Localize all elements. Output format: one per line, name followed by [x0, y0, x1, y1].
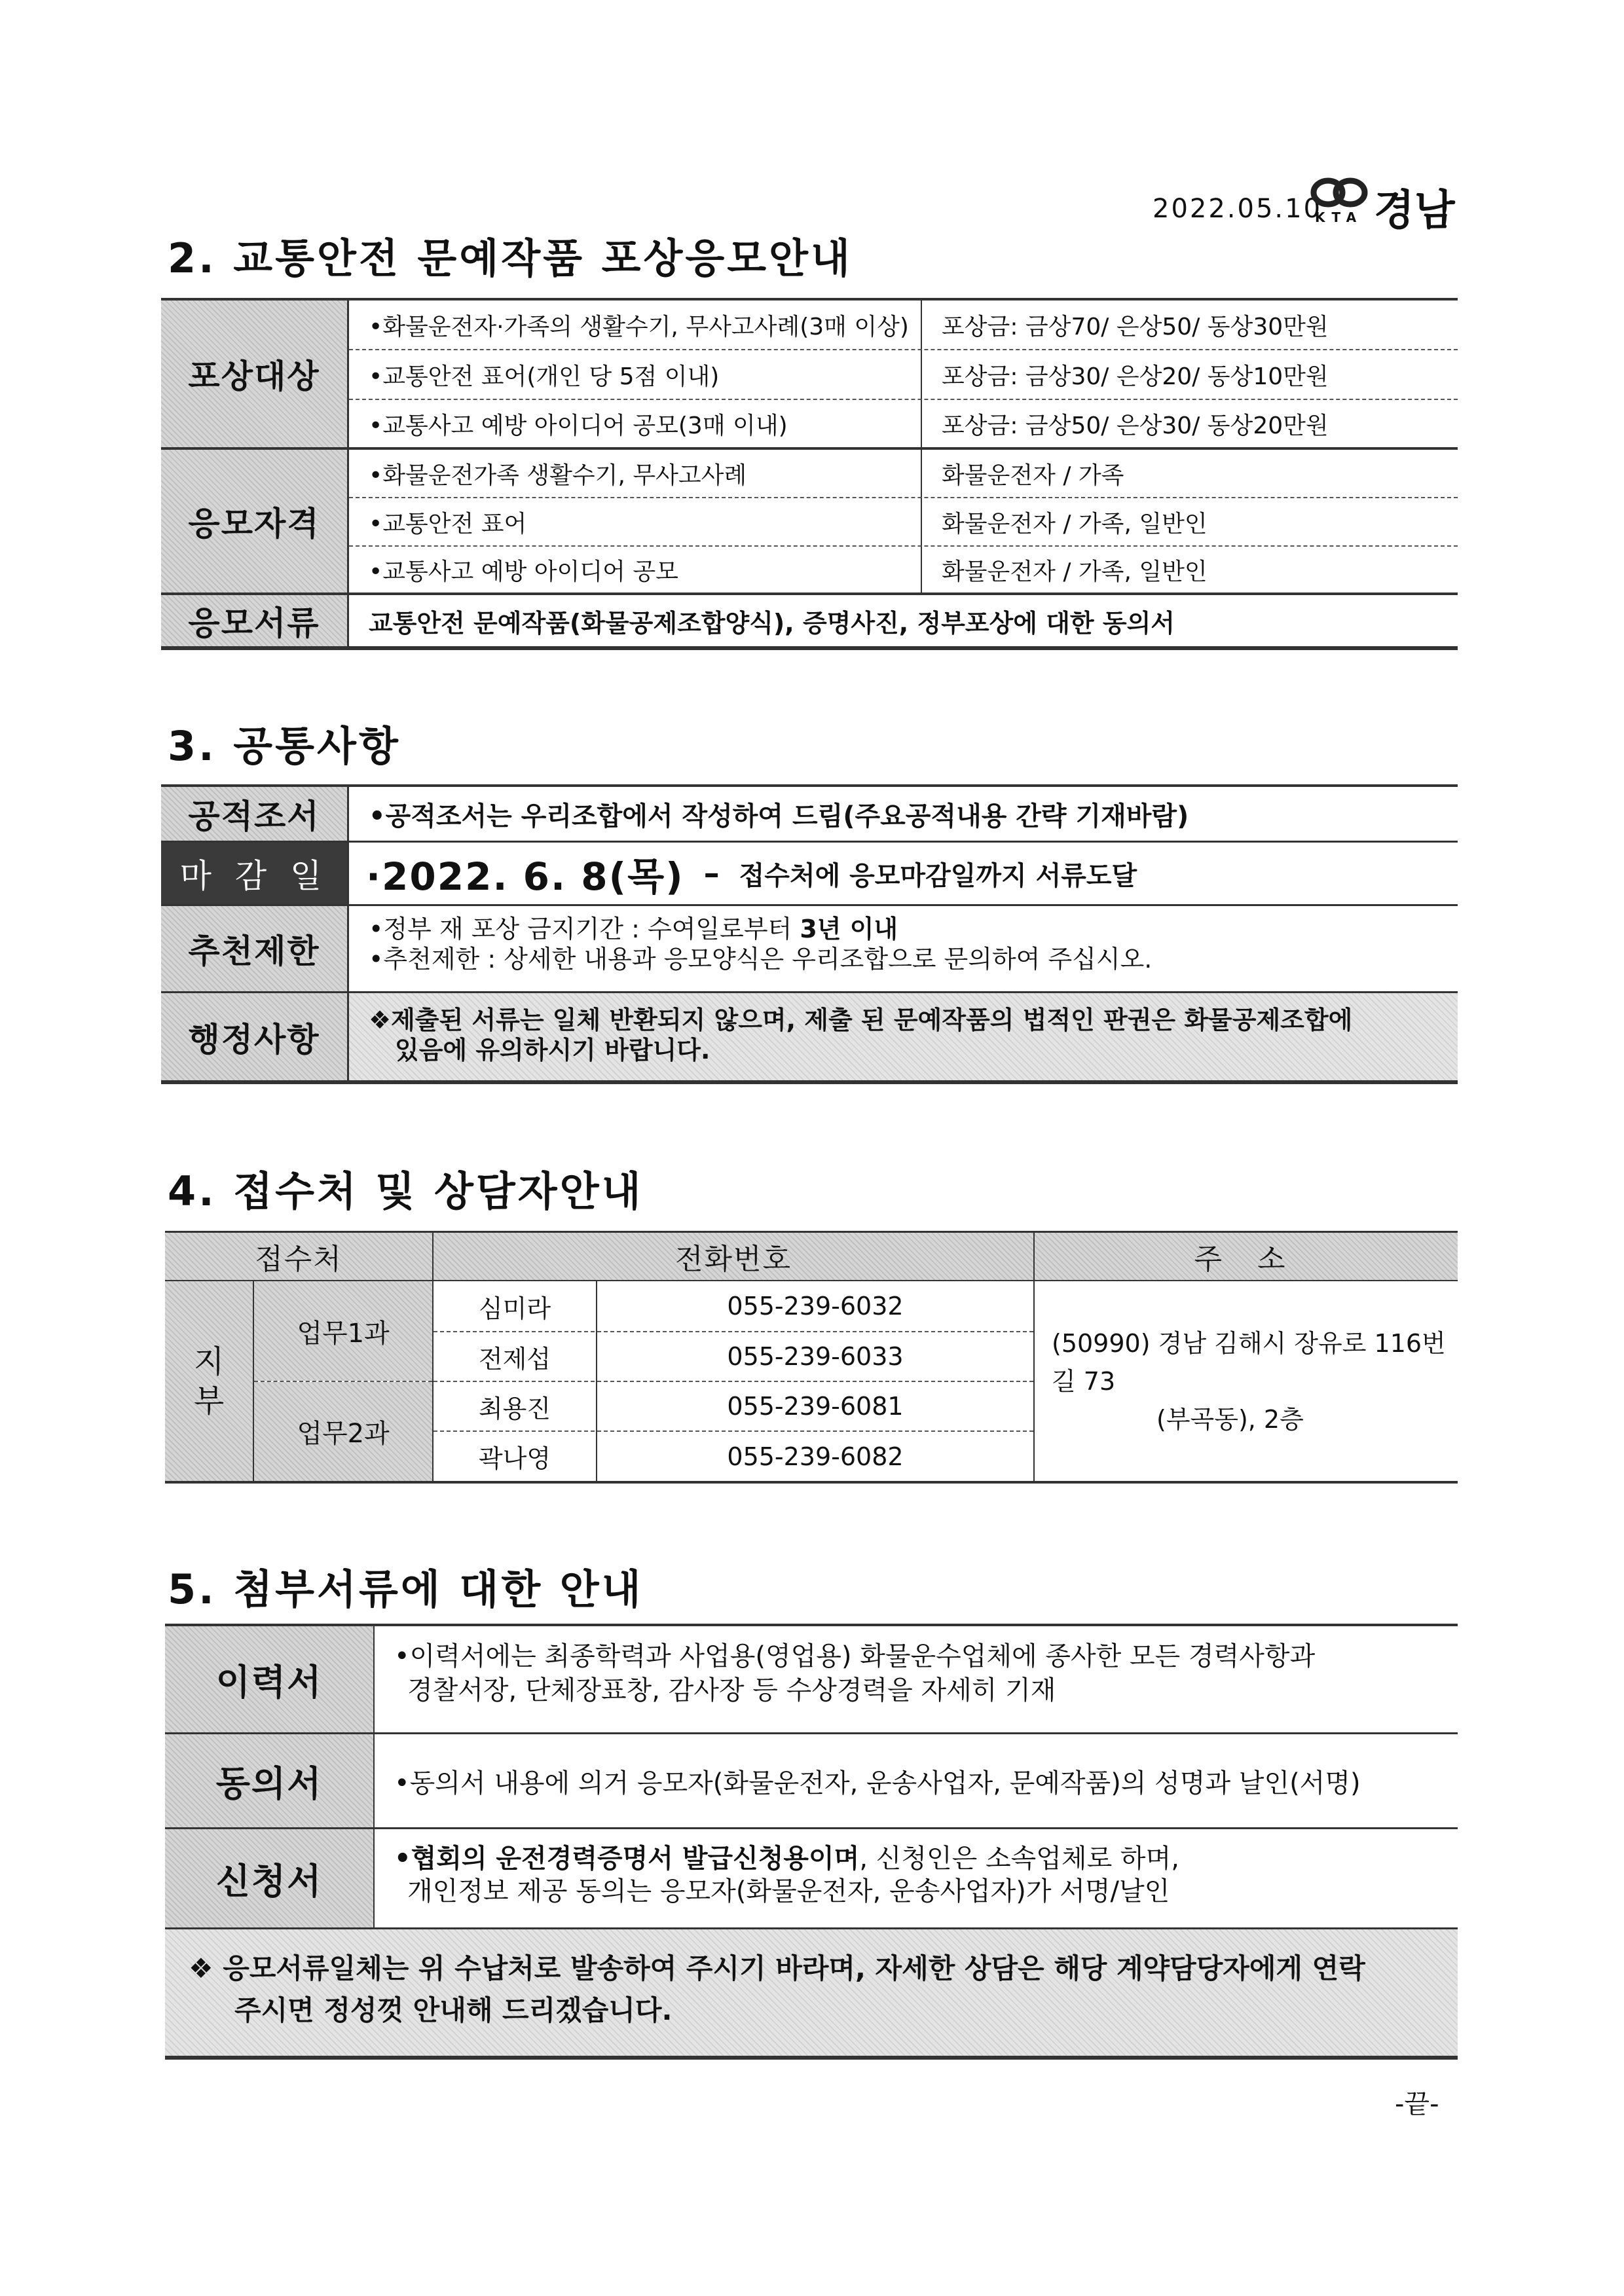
contact-header-office: 접수처 — [165, 1233, 432, 1280]
consent-text: •동의서 내용에 의거 응모자(화물운전자, 운송사업자, 문예작품)의 성명과 날인(서명) — [394, 1768, 1361, 1798]
prize-award-3: 포상금: 금상50/ 은상30/ 동상20만원 — [942, 412, 1329, 439]
prize-item-2: •교통안전 표어(개인 당 5점 이내) — [369, 363, 720, 390]
prize-label: 포상대상 — [161, 301, 347, 447]
application-text — [375, 1842, 1458, 1921]
admin-label: 행정사항 — [161, 993, 347, 1080]
prize-award-2: 포상금: 금상30/ 은상20/ 동상10만원 — [942, 363, 1329, 390]
docs-label: 응모서류 — [161, 595, 347, 646]
contact-phone-2: 055-239-6033 — [727, 1342, 904, 1371]
resume-text — [375, 1639, 1458, 1724]
deadline-dash: – — [703, 855, 720, 892]
contact-phone-4: 055-239-6082 — [727, 1442, 904, 1471]
note-line2: 주시면 정성껏 안내해 드리겠습니다. — [234, 1994, 673, 2026]
application-label: 신청서 — [165, 1829, 373, 1927]
contact-name-2: 전제섭 — [478, 1344, 551, 1374]
record-text: •공적조서는 우리조합에서 작성하여 드림(주요공적내용 간략 기재바람) — [369, 801, 1189, 831]
section3-title: 3. 공통사항 — [168, 722, 401, 770]
contact-phone-1: 055-239-6032 — [727, 1292, 904, 1321]
note-line1: ❖ 응모서류일체는 위 수납처로 발송하여 주시기 바라며, 자세한 상담은 해당 계약담당자에게 연락 — [189, 1952, 1365, 1984]
address-line-1: (50990) 경남 김해시 장유로 116번길 73 — [1052, 1328, 1446, 1396]
attachments-table — [165, 1624, 1458, 2060]
contact-name-4: 곽나영 — [478, 1444, 551, 1473]
eligibility-item-1: •화물운전가족 생활수기, 무사고사례 — [369, 462, 747, 489]
team-2: 업무2과 — [254, 1382, 432, 1481]
section2-title: 2. 교통안전 문예작품 포상응모안내 — [168, 234, 853, 282]
kta-logo-sub: KTA — [1315, 210, 1363, 225]
contact-name-3: 최용진 — [478, 1394, 551, 1423]
limit-line1-b: 3년 이내 — [800, 915, 898, 943]
limit-line1-a: •정부 재 포상 금지기간 : 수여일로부터 — [369, 915, 800, 943]
section4-title: 4. 접수처 및 상담자안내 — [168, 1167, 644, 1215]
eligibility-who-3: 화물운전자 / 가족, 일반인 — [942, 558, 1208, 585]
eligibility-label: 응모자격 — [161, 450, 347, 592]
limit-label: 추천제한 — [161, 906, 347, 991]
limit-line2: •추천제한 : 상세한 내용과 응모양식은 우리조합으로 문의하여 주십시오. — [369, 945, 1153, 974]
resume-line2: 경찰서장, 단체장표창, 감사장 등 수상경력을 자세히 기재 — [407, 1675, 1056, 1705]
branch-cell — [165, 1281, 253, 1481]
address-line-2: (부곡동), 2층 — [1156, 1404, 1304, 1434]
limit-text — [349, 914, 1458, 986]
contact-name-1: 심미라 — [478, 1294, 551, 1323]
section3-table — [161, 784, 1458, 1087]
section2-table — [161, 298, 1458, 650]
eligibility-item-3: •교통사고 예방 아이디어 공모 — [369, 558, 678, 585]
admin-line2: 있음에 유의하시기 바랍니다. — [395, 1036, 710, 1065]
prize-award-1: 포상금: 금상70/ 은상50/ 동상30만원 — [942, 313, 1329, 340]
team-1: 업무1과 — [254, 1281, 432, 1381]
eligibility-who-2: 화물운전자 / 가족, 일반인 — [942, 510, 1208, 538]
prize-item-3: •교통사고 예방 아이디어 공모(3매 이내) — [369, 412, 788, 439]
resume-line1: •이력서에는 최종학력과 사업용(영업용) 화물운수업체에 종사한 모든 경력사항과 — [394, 1641, 1316, 1671]
kta-logo — [1310, 175, 1467, 235]
admin-text — [349, 993, 1458, 1080]
eligibility-who-1: 화물운전자 / 가족 — [942, 462, 1124, 489]
branch-char-2: 부 — [193, 1382, 225, 1419]
section5-title: 5. 첨부서류에 대한 안내 — [168, 1565, 644, 1613]
deadline-date: ·2022. 6. 8(목) — [366, 854, 684, 899]
application-line1-a: •협회의 운전경력증명서 발급신청용이며 — [394, 1844, 860, 1874]
record-label: 공적조서 — [161, 787, 347, 841]
admin-line1: ❖제출된 서류는 일체 반환되지 않으며, 제출 된 문예작품의 법적인 판권은 화물공제조합에 — [369, 1006, 1353, 1034]
consent-label: 동의서 — [165, 1734, 373, 1827]
prize-item-1: •화물운전자·가족의 생활수기, 무사고사례(3매 이상) — [369, 313, 909, 340]
kta-logo-text: 경남 — [1374, 187, 1455, 235]
branch-char-1: 지 — [193, 1343, 225, 1380]
address-cell — [1035, 1281, 1458, 1481]
application-line2: 개인정보 제공 동의는 응모자(화물운전자, 운송사업자)가 서명/날인 — [407, 1876, 1170, 1906]
contact-header-phone: 전화번호 — [434, 1233, 1033, 1280]
submission-note — [165, 1929, 1458, 2056]
application-line1-b: , 신청인은 소속업체로 하며, — [859, 1844, 1179, 1874]
docs-text: 교통안전 문예작품(화물공제조합양식), 증명사진, 정부포상에 대한 동의서 — [369, 608, 1175, 638]
contact-header-address: 주 소 — [1035, 1233, 1458, 1280]
end-mark: -끝- — [1395, 2089, 1439, 2119]
contact-phone-3: 055-239-6081 — [727, 1392, 904, 1421]
resume-label: 이력서 — [165, 1626, 373, 1732]
deadline-text: 접수처에 응모마감일까지 서류도달 — [739, 860, 1137, 891]
deadline-row — [349, 843, 1458, 904]
eligibility-item-2: •교통안전 표어 — [369, 510, 527, 538]
deadline-label: 마 감 일 — [161, 843, 347, 904]
header-date: 2022.05.10 — [1153, 194, 1323, 224]
contact-table — [165, 1231, 1458, 1484]
